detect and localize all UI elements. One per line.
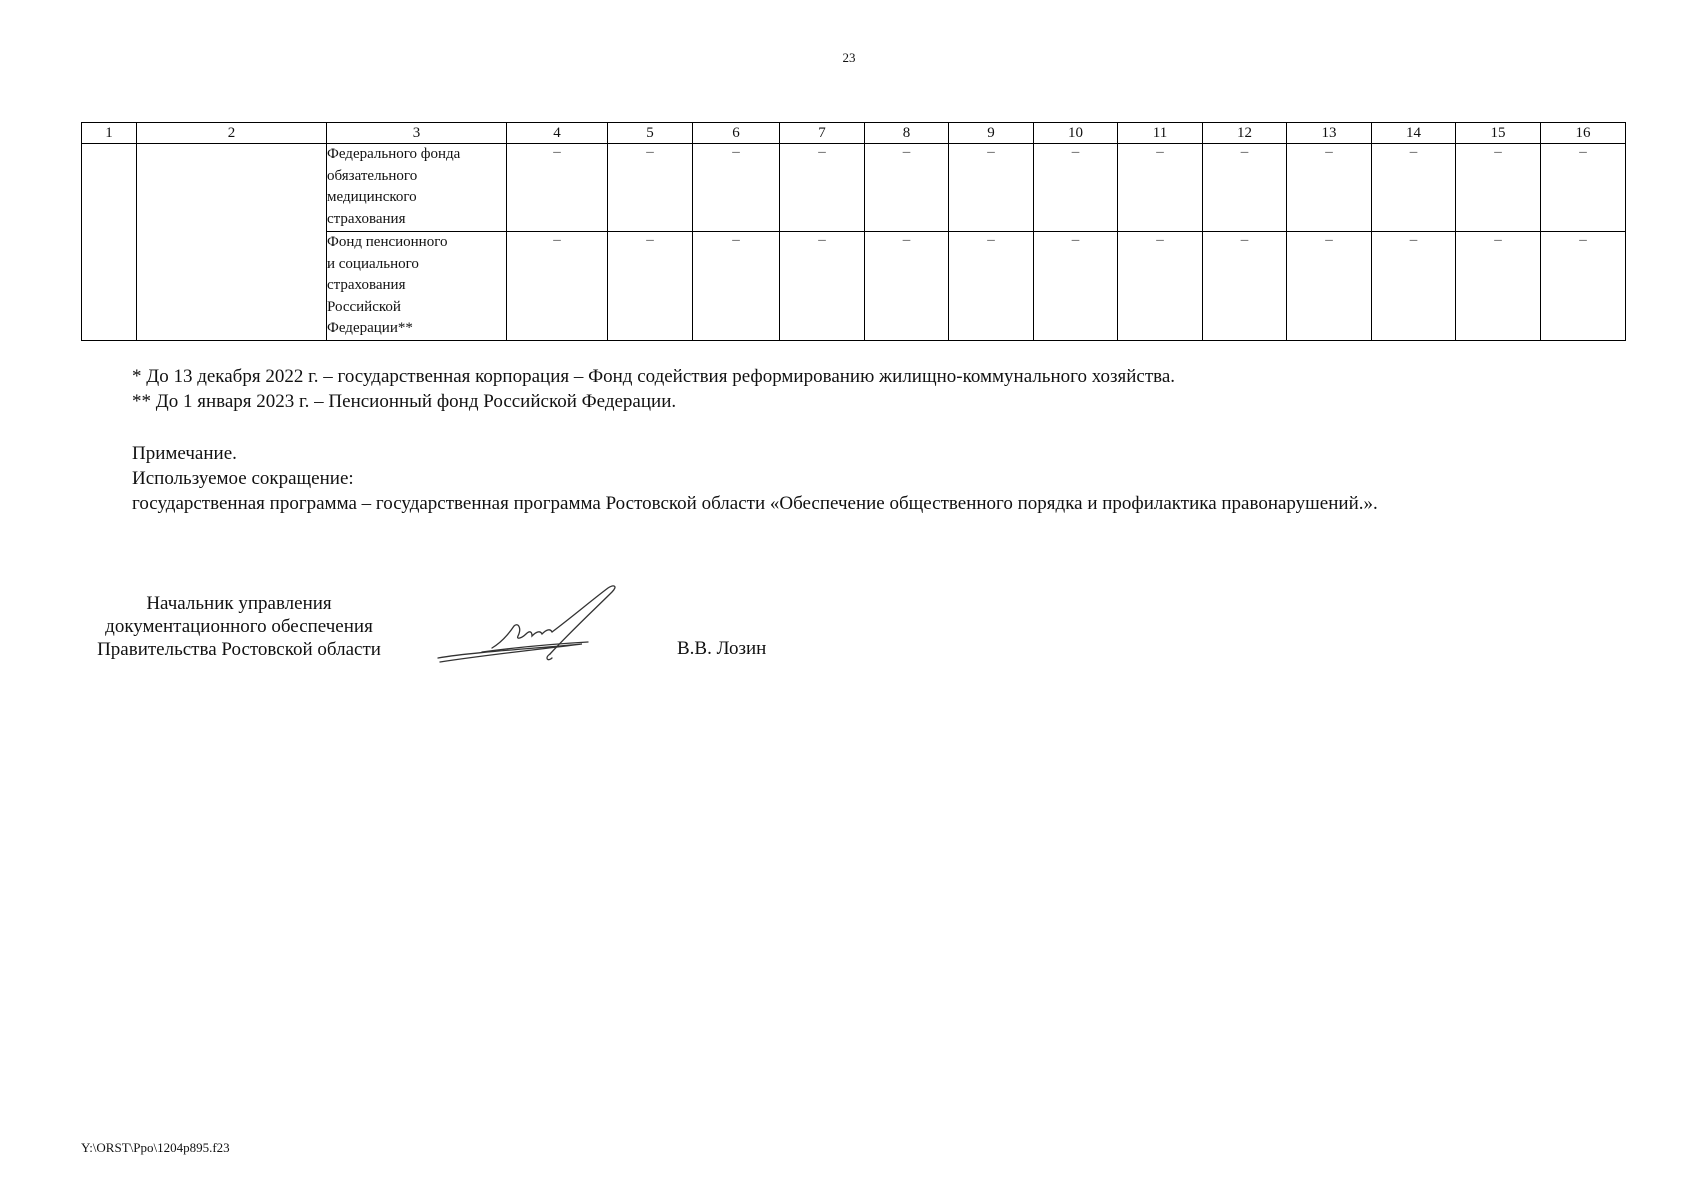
value-cell: – xyxy=(693,144,780,232)
value-cell: – xyxy=(608,232,693,341)
note-text: государственная программа – государственная программа Ростовской области «Обеспечение общественного порядка и профилактика правонарушений.». xyxy=(132,493,1378,514)
value-cell: – xyxy=(507,144,608,232)
column-header: 16 xyxy=(1541,123,1626,144)
value-cell: – xyxy=(949,144,1034,232)
value-cell: – xyxy=(1541,232,1626,341)
column-header: 1 xyxy=(82,123,137,144)
value-cell: – xyxy=(1456,232,1541,341)
value-cell: – xyxy=(1372,232,1456,341)
footnote: ** До 1 января 2023 г. – Пенсионный фонд Российской Федерации. xyxy=(132,391,677,412)
handwritten-signature xyxy=(432,582,632,668)
note-block xyxy=(132,441,1378,516)
value-cell: – xyxy=(1287,232,1372,341)
signatory-line: Начальник управления xyxy=(146,593,332,614)
footnote: * До 13 декабря 2022 г. – государственная корпорация – Фонд содействия реформированию жилищно-коммунального хозяйства. xyxy=(132,366,1176,387)
value-cell: – xyxy=(1456,144,1541,232)
funding-source-line: медицинского xyxy=(327,189,417,205)
signatory-title xyxy=(84,592,394,661)
footnotes xyxy=(132,364,1175,414)
funding-source-cell xyxy=(327,232,507,341)
value-cell: – xyxy=(865,144,949,232)
funding-source-line: Фонд пенсионного xyxy=(327,234,448,250)
value-cell: – xyxy=(608,144,693,232)
value-cell: – xyxy=(949,232,1034,341)
table-row xyxy=(82,144,1626,232)
column-header: 9 xyxy=(949,123,1034,144)
column-header: 2 xyxy=(137,123,327,144)
value-cell: – xyxy=(1541,144,1626,232)
program-name-cell xyxy=(137,144,327,341)
value-cell: – xyxy=(507,232,608,341)
value-cell: – xyxy=(693,232,780,341)
funding-source-cell xyxy=(327,144,507,232)
value-cell: – xyxy=(865,232,949,341)
file-path: Y:\ORST\Ppo\1204p895.f23 xyxy=(81,1140,230,1155)
column-header: 6 xyxy=(693,123,780,144)
column-header: 12 xyxy=(1203,123,1287,144)
funding-source-line: и социального xyxy=(327,255,419,272)
funding-source-line: обязательного xyxy=(327,167,418,184)
funding-source-line: страхования xyxy=(327,277,406,293)
value-cell: – xyxy=(780,144,865,232)
value-cell: – xyxy=(1118,144,1203,232)
column-header: 7 xyxy=(780,123,865,144)
funding-source-line: Федерального фонда xyxy=(327,146,461,162)
value-cell: – xyxy=(1372,144,1456,232)
page-number: 23 xyxy=(842,50,856,65)
column-header: 11 xyxy=(1118,123,1203,144)
column-header: 14 xyxy=(1372,123,1456,144)
column-header: 8 xyxy=(865,123,949,144)
column-header: 3 xyxy=(327,123,507,144)
value-cell: – xyxy=(1203,232,1287,341)
table-header-row xyxy=(82,123,1626,144)
signatory-line: Правительства Ростовской области xyxy=(97,639,381,660)
funding-source-line: страхования xyxy=(327,210,406,227)
value-cell: – xyxy=(1118,232,1203,341)
value-cell: – xyxy=(780,232,865,341)
value-cell: – xyxy=(1203,144,1287,232)
budget-table xyxy=(81,122,1626,341)
signatory-line: документационного обеспечения xyxy=(105,616,373,637)
row-number-cell xyxy=(82,144,137,341)
note-subtitle: Используемое сокращение: xyxy=(132,468,354,489)
value-cell: – xyxy=(1034,144,1118,232)
funding-source-line: Федерации** xyxy=(327,320,413,336)
note-title: Примечание. xyxy=(132,443,237,464)
value-cell: – xyxy=(1287,144,1372,232)
column-header: 10 xyxy=(1034,123,1118,144)
column-header: 15 xyxy=(1456,123,1541,144)
signer-name: В.В. Лозин xyxy=(677,638,767,659)
column-header: 4 xyxy=(507,123,608,144)
funding-source-line: Российской xyxy=(327,298,401,315)
column-header: 13 xyxy=(1287,123,1372,144)
column-header: 5 xyxy=(608,123,693,144)
value-cell: – xyxy=(1034,232,1118,341)
